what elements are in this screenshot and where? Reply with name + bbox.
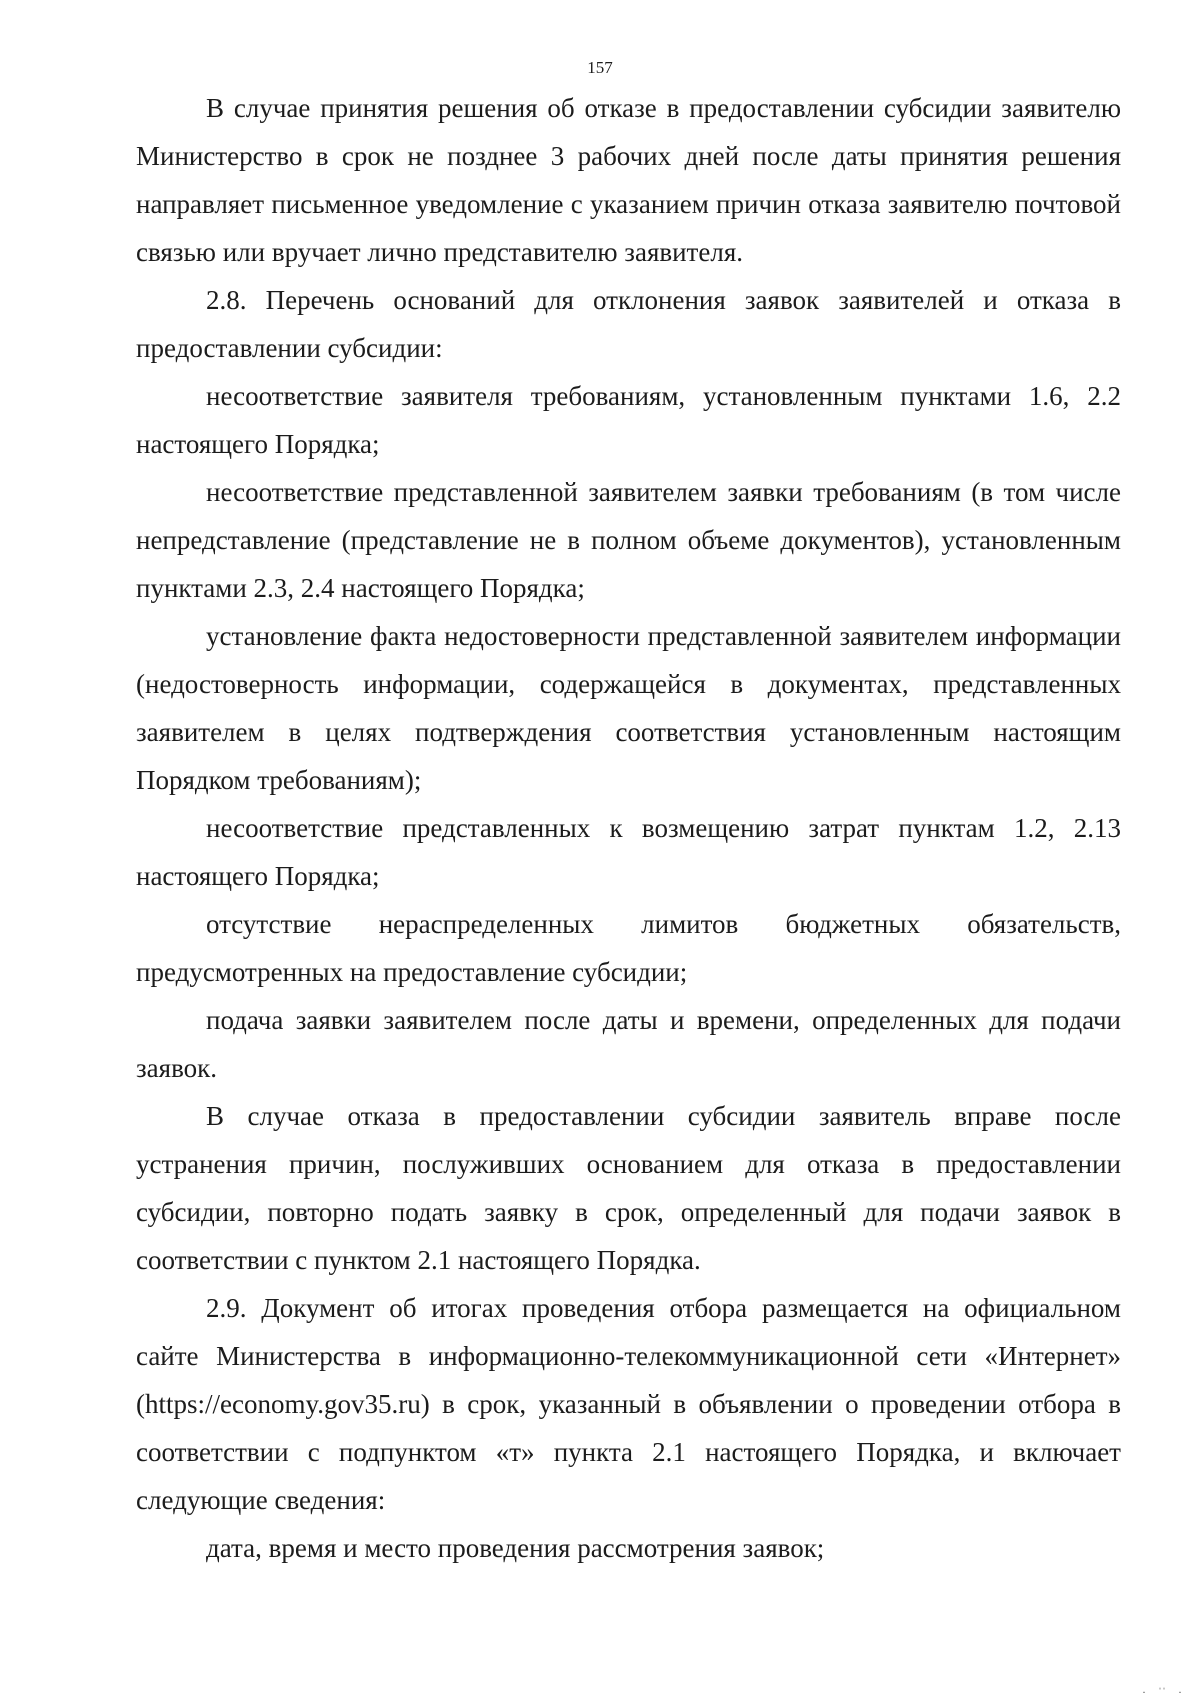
paragraph-section-2-8: 2.8. Перечень оснований для отклонения заявок заявителей и отказа в предоставлении субсидии: xyxy=(136,285,1121,363)
document-body xyxy=(136,84,1121,1572)
scan-edge-marks: · ˈˈ · xyxy=(1142,1685,1182,1699)
list-item-no-budget-limits: отсутствие нераспределенных лимитов бюджетных обязательств, предусмотренных на предоставление субсидии; xyxy=(136,909,1121,987)
list-item-requirements-mismatch: несоответствие заявителя требованиям, установленным пунктами 1.6, 2.2 настоящего Порядка; xyxy=(136,381,1121,459)
paragraph-refusal-notice: В случае принятия решения об отказе в предоставлении субсидии заявителю Министерство в срок не позднее 3 рабочих дней после даты принятия решения направляет письменное уведомление с указанием причин отказа заявителю почтовой связью или вручает лично представителю заявителя. xyxy=(136,93,1121,267)
list-item-date-time-place: дата, время и место проведения рассмотрения заявок; xyxy=(206,1533,825,1563)
list-item-application-mismatch: несоответствие представленной заявителем заявки требованиям (в том числе непредставление (представление не в полном объеме документов), установленным пунктами 2.3, 2.4 настоящего Порядка; xyxy=(136,477,1121,603)
paragraph-section-2-9: 2.9. Документ об итогах проведения отбора размещается на официальном сайте Министерства в информационно-телекоммуникационной сети «Интернет» (https://economy.gov35.ru) в срок, указанный в объявлении о проведении отбора в соответствии с подпунктом «т» пункта 2.1 настоящего Порядка, и включает следующие сведения: xyxy=(136,1293,1121,1515)
page-number: 157 xyxy=(587,58,613,77)
list-item-late-submission: подача заявки заявителем после даты и времени, определенных для подачи заявок. xyxy=(136,1005,1121,1083)
list-item-false-information: установление факта недостоверности представленной заявителем информации (недостоверность информации, содержащейся в документах, представленных заявителем в целях подтверждения соответствия установленным настоящим Порядком требованиям); xyxy=(136,621,1121,795)
paragraph-resubmission: В случае отказа в предоставлении субсидии заявитель вправе после устранения причин, послуживших основанием для отказа в предоставлении субсидии, повторно подать заявку в срок, определенный для подачи заявок в соответствии с пунктом 2.1 настоящего Порядка. xyxy=(136,1101,1121,1275)
list-item-costs-mismatch: несоответствие представленных к возмещению затрат пунктам 1.2, 2.13 настоящего Порядка; xyxy=(136,813,1121,891)
